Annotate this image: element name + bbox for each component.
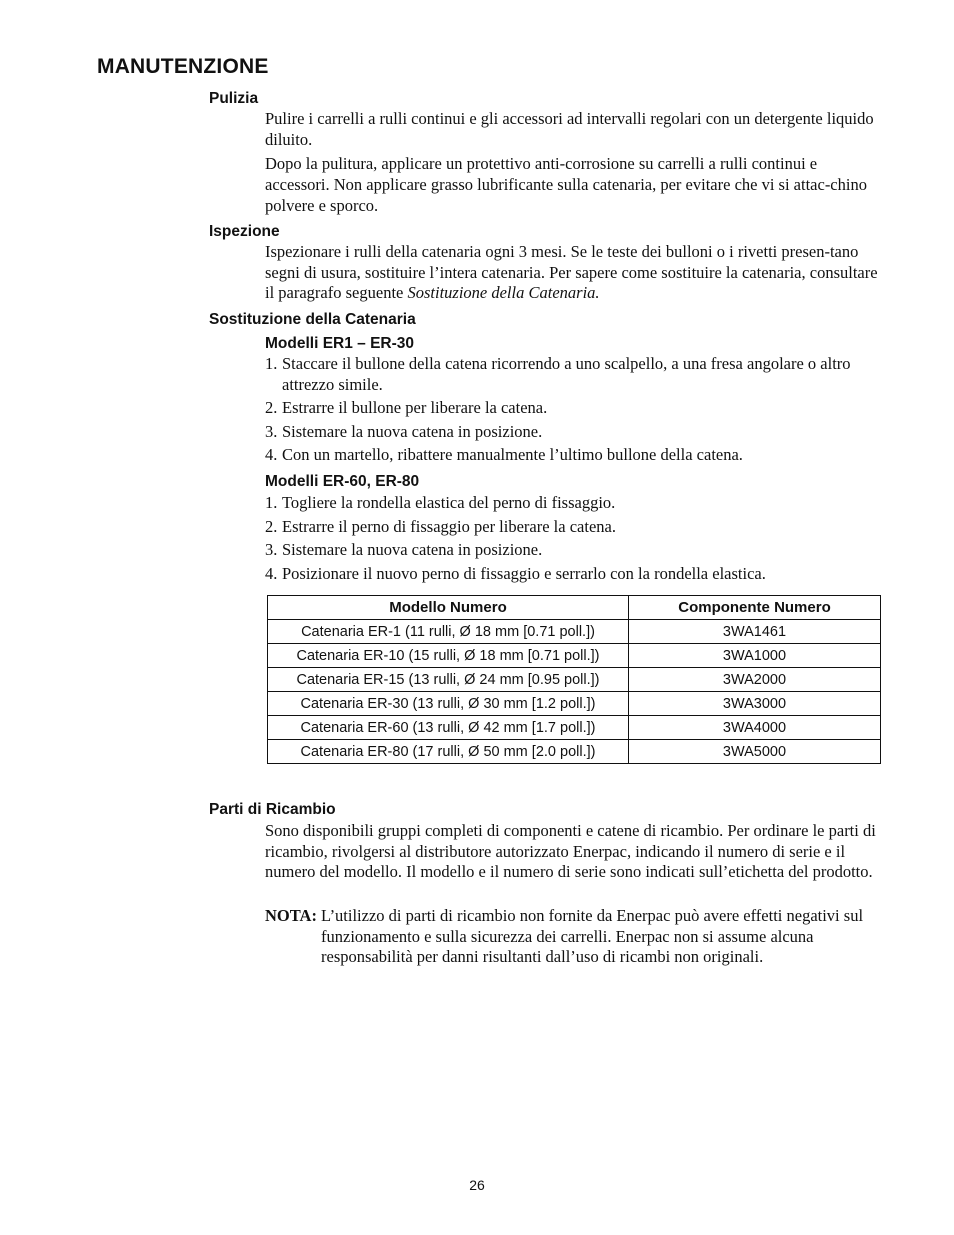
table-row (268, 644, 881, 668)
ispezione-reference: Sostituzione della Catenaria. (407, 283, 600, 303)
ricambio-text: Sono disponibili gruppi completi di componenti e catene di ricambio. Per ordinare le parti di ricambio, rivolgersi al distributore autorizzato Enerpac, indicando il numero di serie e il numero del modello. Il modello e il numero di serie sono indicati sull’etichetta del prodotto. (265, 821, 876, 882)
list-item: 2. Estrarre il perno di fissaggio per liberare la catena. (265, 516, 616, 536)
table-cell-part: 3WA1000 (629, 644, 881, 668)
subheading-er60: Modelli ER-60, ER-80 (265, 473, 420, 490)
pulizia-paragraph-1: Pulire i carrelli a rulli continui e gli accessori ad intervalli regolari con un detergente liquido diluito. (265, 109, 874, 149)
nota-label: NOTA: (265, 906, 317, 925)
table-cell-model: Catenaria ER-30 (13 rulli, Ø 30 mm [1.2 poll.]) (268, 692, 629, 716)
table-row (268, 716, 881, 740)
ispezione-paragraph: Ispezionare i rulli della catenaria ogni 3 mesi. Se le teste dei bulloni o i rivetti presen-tano segni di usura, sostituire l’intera catenaria. Per sapere come sostituire la catenaria, consultare il paragrafo seguente (265, 242, 878, 303)
table-row (268, 692, 881, 716)
table-cell-model: Catenaria ER-80 (17 rulli, Ø 50 mm [2.0 poll.]) (268, 740, 629, 764)
list-item: 2. Estrarre il bullone per liberare la catena. (265, 398, 548, 418)
page-title: MANUTENZIONE (97, 55, 269, 78)
table-cell-part: 3WA4000 (629, 716, 881, 740)
list-item: 3. Sistemare la nuova catena in posizione. (265, 540, 543, 559)
list-item: 3. Sistemare la nuova catena in posizione. (265, 421, 543, 441)
table-cell-part: 3WA1461 (629, 620, 881, 644)
list-item: 4. Posizionare il nuovo perno di fissaggio e serrarlo con la rondella elastica. (265, 563, 766, 583)
er60-steps-list (265, 493, 883, 587)
parts-table (267, 595, 881, 764)
section-heading-ispezione: Ispezione (209, 223, 280, 240)
section-heading-sostituzione: Sostituzione della Catenaria (209, 311, 416, 328)
nota-block (265, 906, 880, 968)
table-cell-model: Catenaria ER-60 (13 rulli, Ø 42 mm [1.7 poll.]) (268, 716, 629, 740)
table-cell-model: Catenaria ER-10 (15 rulli, Ø 18 mm [0.71 poll.]) (268, 644, 629, 668)
nota-text: L’utilizzo di parti di ricambio non fornite da Enerpac può avere effetti negativi sul funzionamento e sulla sicurezza dei carrelli. Enerpac non si assume alcuna responsabilità per danni risultanti dall’uso di ricambi non originali. (321, 906, 864, 967)
list-item: 4. Con un martello, ribattere manualmente l’ultimo bullone della catena. (265, 445, 743, 465)
table-cell-part: 3WA5000 (629, 740, 881, 764)
table-row (268, 740, 881, 764)
section-heading-ricambio: Parti di Ricambio (209, 801, 336, 818)
subheading-er1: Modelli ER1 – ER-30 (265, 335, 415, 352)
table-cell-model: Catenaria ER-15 (13 rulli, Ø 24 mm [0.95 poll.]) (268, 668, 629, 692)
table-row (268, 620, 881, 644)
pulizia-paragraph-2: Dopo la pulitura, applicare un protettivo anti-corrosione su carrelli a rulli continui e accessori. Non applicare grasso lubrificante sulla catenaria, per evitare che vi si attac-chino polvere e sporco. (265, 154, 867, 215)
column-header-modello: Modello Numero (268, 596, 629, 620)
table-cell-model: Catenaria ER-1 (11 rulli, Ø 18 mm [0.71 poll.]) (268, 620, 629, 644)
table-header-row (268, 596, 881, 620)
column-header-componente: Componente Numero (629, 596, 881, 620)
section-heading-pulizia: Pulizia (209, 90, 259, 107)
table-cell-part: 3WA2000 (629, 668, 881, 692)
er1-steps-list (265, 354, 883, 469)
table-row (268, 668, 881, 692)
list-item: 1. Staccare il bullone della catena ricorrendo a uno scalpello, a una fresa angolare o altro attrezzo simile. (265, 354, 851, 394)
page-number: 26 (469, 1177, 485, 1193)
ispezione-text (265, 242, 883, 304)
table-cell-part: 3WA3000 (629, 692, 881, 716)
pulizia-text (265, 109, 883, 217)
list-item: 1. Togliere la rondella elastica del perno di fissaggio. (265, 493, 616, 512)
